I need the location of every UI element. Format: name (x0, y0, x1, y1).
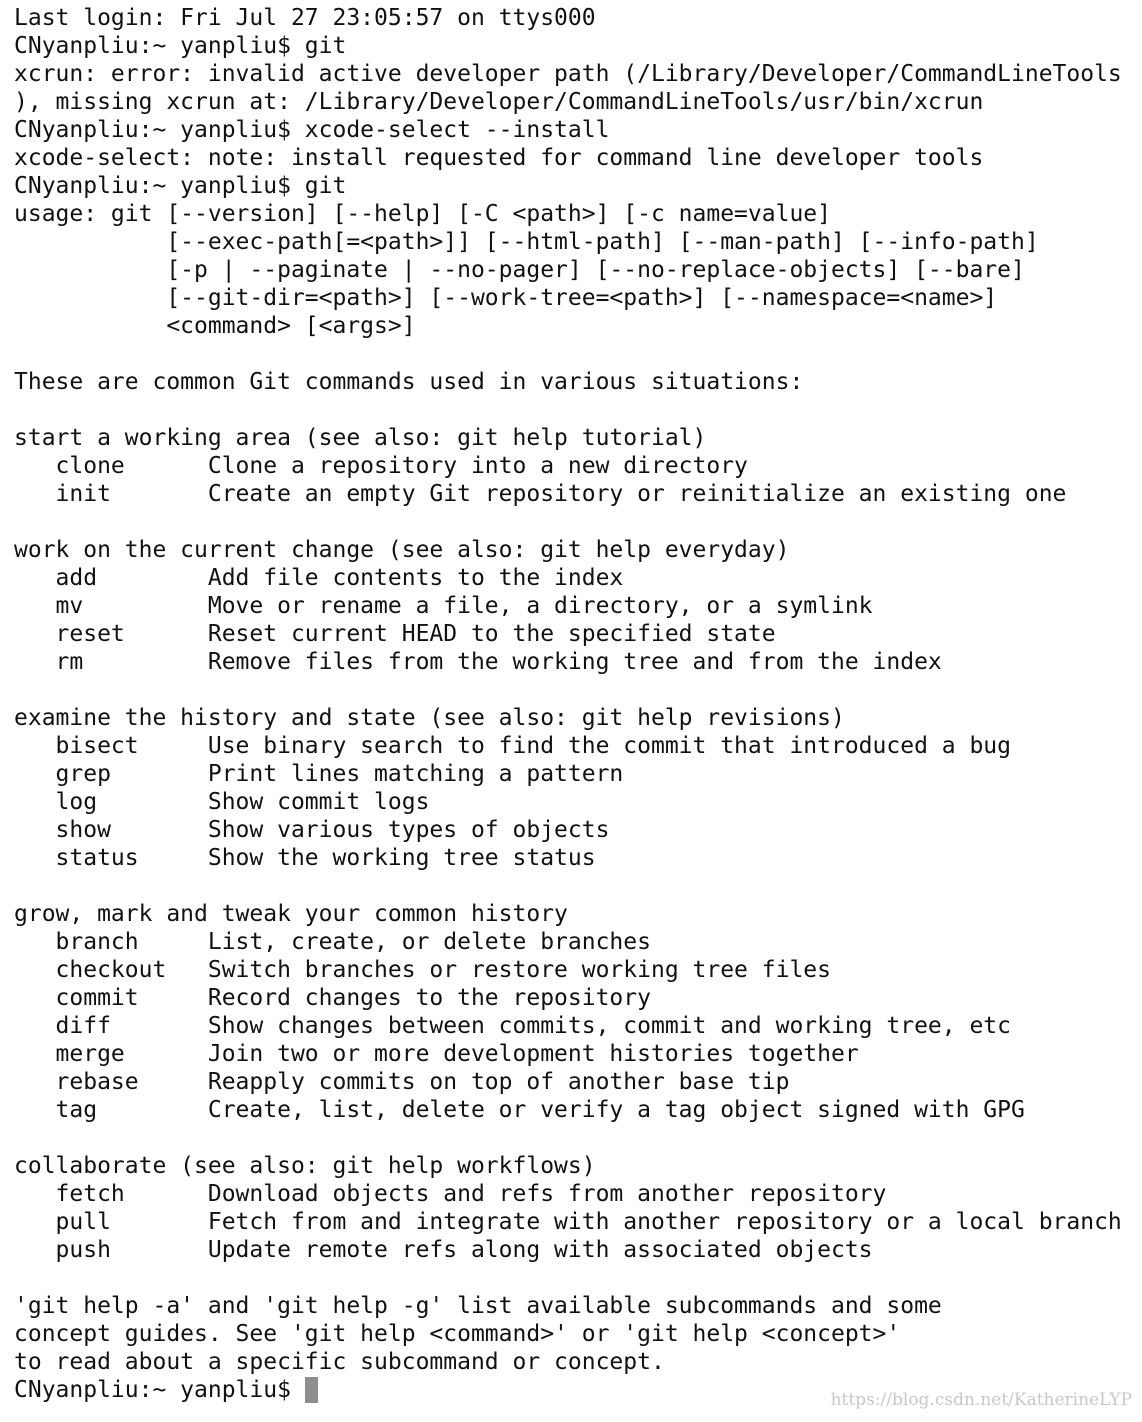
output-line: pull Fetch from and integrate with another repository or a local branch (14, 1209, 1122, 1235)
output-line: collaborate (see also: git help workflows) (14, 1153, 596, 1179)
output-line: to read about a specific subcommand or concept. (14, 1349, 665, 1375)
text-cursor (305, 1377, 318, 1403)
output-line: checkout Switch branches or restore working tree files (14, 957, 831, 983)
output-line: xcrun: error: invalid active developer path (/Library/Developer/CommandLineTools (14, 61, 1122, 87)
blank-line (14, 508, 1138, 536)
output-line: init Create an empty Git repository or reinitialize an existing one (14, 481, 1067, 507)
blank-line (14, 1124, 1138, 1152)
output-line: add Add file contents to the index (14, 565, 624, 591)
output-line: work on the current change (see also: git help everyday) (14, 537, 790, 563)
output-line: start a working area (see also: git help tutorial) (14, 425, 707, 451)
output-line: status Show the working tree status (14, 845, 596, 871)
blank-line (14, 340, 1138, 368)
prompt-line: CNyanpliu:~ yanpliu$ git (14, 32, 1138, 60)
prompt-text: CNyanpliu:~ yanpliu$ (14, 1377, 305, 1403)
terminal-output (14, 4, 1138, 1404)
output-line: rm Remove files from the working tree and from the index (14, 649, 942, 675)
output-line: show Show various types of objects (14, 817, 610, 843)
output-line: usage: git [--version] [--help] [-C <path>] [-c name=value] (14, 201, 831, 227)
output-line: These are common Git commands used in various situations: (14, 369, 804, 395)
prompt-line: CNyanpliu:~ yanpliu$ xcode-select --install (14, 116, 1138, 144)
output-line: reset Reset current HEAD to the specified state (14, 621, 776, 647)
watermark: https://blog.csdn.net/KatherineLYP (830, 1390, 1132, 1410)
output-line: Last login: Fri Jul 27 23:05:57 on ttys000 (14, 5, 596, 31)
output-line: <command> [<args>] (14, 313, 416, 339)
output-line: 'git help -a' and 'git help -g' list available subcommands and some (14, 1293, 942, 1319)
output-line: clone Clone a repository into a new directory (14, 453, 748, 479)
prompt-line: CNyanpliu:~ yanpliu$ git (14, 172, 1138, 200)
output-line: concept guides. See 'git help <command>' or 'git help <concept>' (14, 1321, 901, 1347)
blank-line (14, 396, 1138, 424)
output-line: bisect Use binary search to find the commit that introduced a bug (14, 733, 1011, 759)
output-line: rebase Reapply commits on top of another base tip (14, 1069, 790, 1095)
blank-line (14, 872, 1138, 900)
output-line: diff Show changes between commits, commit and working tree, etc (14, 1013, 1011, 1039)
output-line: [-p | --paginate | --no-pager] [--no-replace-objects] [--bare] (14, 257, 1025, 283)
output-line: mv Move or rename a file, a directory, or a symlink (14, 593, 873, 619)
blank-line (14, 1264, 1138, 1292)
output-line: xcode-select: note: install requested for command line developer tools (14, 145, 984, 171)
output-line: merge Join two or more development histories together (14, 1041, 859, 1067)
output-line: log Show commit logs (14, 789, 430, 815)
output-line: grow, mark and tweak your common history (14, 901, 568, 927)
output-line: branch List, create, or delete branches (14, 929, 651, 955)
output-line: ), missing xcrun at: /Library/Developer/CommandLineTools/usr/bin/xcrun (14, 89, 984, 115)
output-line: tag Create, list, delete or verify a tag object signed with GPG (14, 1097, 1025, 1123)
output-line: [--exec-path[=<path>]] [--html-path] [--man-path] [--info-path] (14, 229, 1039, 255)
output-line: [--git-dir=<path>] [--work-tree=<path>] [--namespace=<name>] (14, 285, 998, 311)
output-line: fetch Download objects and refs from another repository (14, 1181, 887, 1207)
output-line: commit Record changes to the repository (14, 985, 651, 1011)
output-line: examine the history and state (see also: git help revisions) (14, 705, 845, 731)
output-line: push Update remote refs along with associated objects (14, 1237, 873, 1263)
blank-line (14, 676, 1138, 704)
output-line: grep Print lines matching a pattern (14, 761, 624, 787)
